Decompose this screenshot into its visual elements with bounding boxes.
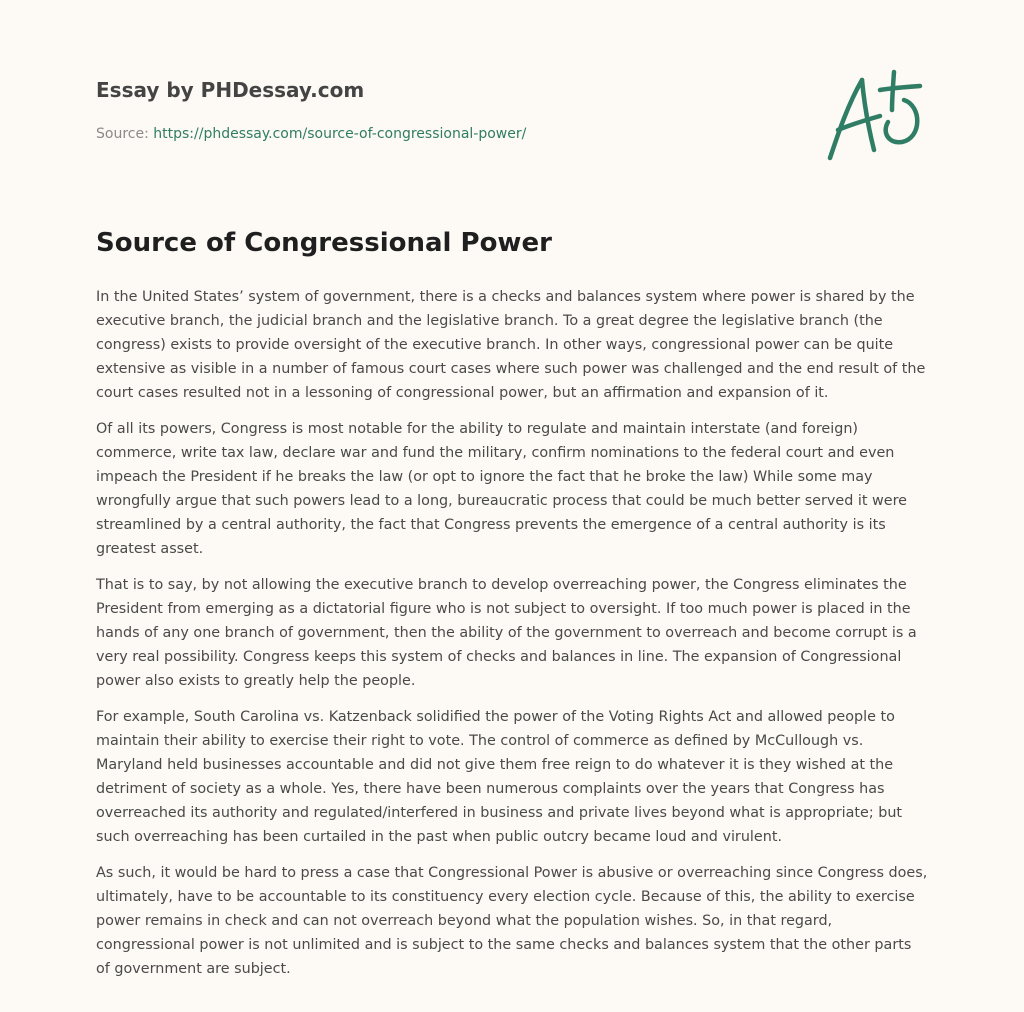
essay-paragraph: Of all its powers, Congress is most notable for the ability to regulate and maintain interstate (and foreign) commerce, write tax law, declare war and fund the military, confirm nominations to the federal court and even impeach the President if he breaks the law (or opt to ignore the fact that he broke the law) While some may wrongfully argue that such powers lead to a long, bureaucratic process that could be much better served it were streamlined by a central authority, the fact that Congress prevents the emergence of a central authority is its greatest asset.: [96, 421, 907, 557]
essay-paragraph: In the United States’ system of government, there is a checks and balances system where power is shared by the executive branch, the judicial branch and the legislative branch. To a great degree the legislative branch (the congress) exists to provide oversight of the executive branch. In other ways, congressional power can be quite extensive as visible in a number of famous court cases where such power was challenged and the end result of the court cases resulted not in a lessoning of congressional power, but an affirmation and expansion of it.: [96, 289, 926, 401]
essay-paragraph: That is to say, by not allowing the executive branch to develop overreaching power, the Congress eliminates the President from emerging as a dictatorial figure who is not subject to oversight. If too much power is placed in the hands of any one branch of government, then the ability of the government to overreach and become corrupt is a very real possibility. Congress keeps this system of checks and balances in line. The expansion of Congressional power also exists to greatly help the people.: [96, 577, 917, 689]
source-label: Source:: [96, 126, 149, 142]
essay-paragraph: As such, it would be hard to press a case that Congressional Power is abusive or overreaching since Congress does, ultimately, have to be accountable to its constituency every election cycle. Because of this, the ability to exercise power remains in check and can not overreach beyond what the population wishes. So, in that regard, congressional power is not unlimited and is subject to the same checks and balances system that the other parts of government are subject.: [96, 865, 928, 977]
essay-paragraph: For example, South Carolina vs. Katzenback solidified the power of the Voting Rights Act and allowed people to maintain their ability to exercise their right to vote. The control of commerce as defined by McCullough vs. Maryland held businesses accountable and did not give them free reign to do whatever it is they wished at the detriment of society as a whole. Yes, there have been numerous complaints over the years that Congress has overreached its authority and regulated/interfered in business and private lives beyond what is appropriate; but such overreaching has been curtailed in the past when public outcry became loud and virulent.: [96, 709, 903, 845]
essay-content: [96, 226, 928, 993]
site-title: Essay by PHDessay.com: [96, 78, 365, 102]
source-line: [96, 125, 796, 143]
page-title: Source of Congressional Power: [96, 228, 552, 258]
a-plus-logo-icon: [822, 68, 926, 164]
source-link[interactable]: https://phdessay.com/source-of-congressional-power/: [153, 126, 527, 142]
page-header: [96, 78, 796, 143]
